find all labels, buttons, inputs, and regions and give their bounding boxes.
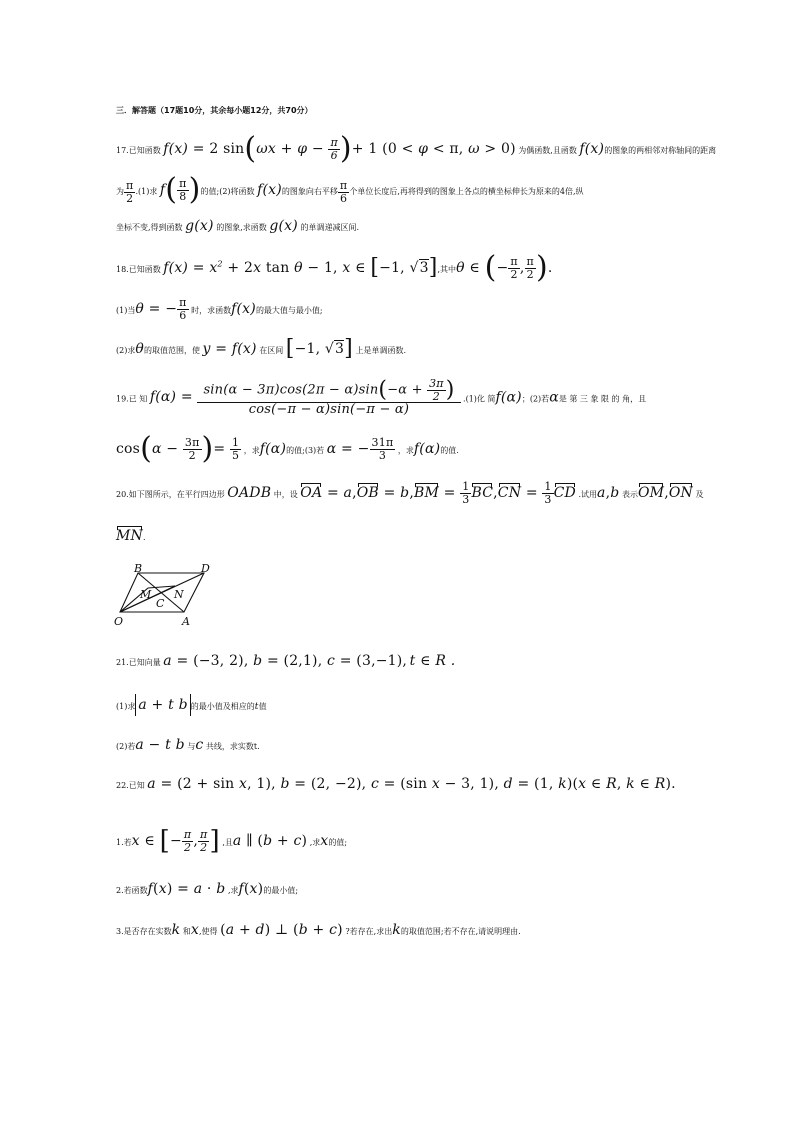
q19-line-1: 19.已 知 f(α) = sin(α − 3π)cos(2π − α)sin(−α + $\frac{3\pi}{2}$ ) cos(−π − α)sin(−π − α) .(1)化 简f(α)；(2)若α是 第 三 象 限 的 角，且 [116, 377, 647, 418]
q17-line-3: 坐标不变,得到函数 g(x) 的图象,求函数 g(x) 的单调递减区间. [116, 218, 360, 234]
q21-part-2: (2)若a − t b 与c 共线，求实数t. [116, 737, 260, 753]
parallelogram-figure [112, 562, 216, 630]
q22-sub-1: 1.若x ∈ [− $\frac{\pi}{2}$ , $\frac{\pi}{2}$ ] ,且a ∥ (b + c) ,求x的值; [116, 826, 348, 856]
label-c: C [156, 597, 165, 610]
q17-line-2: 为 $\frac{\pi}{2}$ .(1)求 f( $\frac{\pi}{8}$ )的值;(2)将函数 f(x)的图象向右平移 $\frac{\pi}{6}$ 个单位长度后,再将得到的图象上各点的横坐标伸长为原来的4倍,纵 [116, 172, 584, 207]
q18-part-1: (1)当θ = − $\frac{\pi}{6}$ 时，求函数f(x)的最大值与最小值; [116, 296, 323, 322]
q20-line-2: MN. [116, 528, 146, 544]
q22-formula: a = (2 + sin x, 1), b = (2, −2), c = (sin x − 3, 1), d = (1, k)(x ∈ R, k ∈ R). [147, 776, 676, 792]
label-b: B [134, 562, 143, 575]
label-o: O [114, 615, 124, 628]
section-heading: 三．解答题（17题10分，其余每小题12分，共70分） [116, 106, 313, 115]
q21-number: 21. [116, 658, 129, 667]
q19-formula: f(α) = sin(α − 3π)cos(2π − α)sin(−α + $\frac{3\pi}{2}$ ) cos(−π − α)sin(−π − α) [150, 389, 461, 405]
q19-number: 19. [116, 394, 129, 404]
q20-line-1: 20.如下图所示，在平行四边形 OADB 中，设 OA = a,OB = b,BM = $\frac{1}{3}$ BC,CN = $\frac{1}{3}$ CD .试用a,b 表示OM,ON 及 [116, 480, 704, 506]
q18-formula: $f(x) = x^2 + 2x$ tan θ − 1, x ∈ [−1, √3] [163, 255, 438, 280]
label-n: N [174, 588, 184, 601]
q17-number: 17. [116, 146, 129, 155]
q22-sub-3: 3.是否存在实数k 和x,使得 (a + d) ⊥ (b + c) ?若存在,求出k的取值范围;若不存在,请说明理由. [116, 922, 521, 938]
q20-formula: OA = a,OB = b,BM = $\frac{1}{3}$ BC,CN = $\frac{1}{3}$ CD [300, 480, 576, 506]
q21-formula: a = (−3, 2), b = (2,1), c = (3,−1), [163, 653, 408, 669]
q18-part-2: (2)求θ的取值范围，使 y = f(x) 在区间 [−1, √3] 上是单调函数. [116, 336, 407, 361]
q17-formula: f(x) = 2 sin(ωx + φ − $\frac{\pi}{6}$ )+ 1 (0 < φ < π, ω > 0) [163, 131, 516, 166]
label-d: D [201, 562, 210, 575]
q19-line-2: cos(α − $\frac{3\pi}{2}$ )= $\frac{1}{5}$ ，求f(α)的值;(3)若 α = − $\frac{31\pi}{3}$ ，求f(α)的值. [116, 431, 459, 466]
q22-line-1: 22.已知 a = (2 + sin x, 1), b = (2, −2), c = (sin x − 3, 1), d = (1, k)(x ∈ R, k ∈ R). [116, 776, 676, 792]
q18-line-1: 18.已知函数 $f(x) = x^2 + 2x$ tan θ − 1, x ∈ [−1, √3],其中θ ∈ (− $\frac{\pi}{2}$ , $\frac{\pi}{2}$ ). [116, 250, 553, 285]
label-a: A [182, 615, 190, 628]
q21-line-1: 21.已知向量 a = (−3, 2), b = (2,1), c = (3,−1), t ∈ R . [116, 653, 456, 669]
label-m: M [140, 588, 152, 601]
q22-sub-2: 2.若函数f(x) = a · b ,求f(x)的最小值; [116, 881, 299, 897]
q17-line-1: 17.已知函数 f(x) = 2 sin(ωx + φ − $\frac{\pi}{6}$ )+ 1 (0 < φ < π, ω > 0) 为偶函数,且函数 f(x)的图象的两相邻对称轴间的距离 [116, 131, 717, 166]
q22-number: 22. [116, 781, 129, 790]
q21-part-1: (1)求 a + t b 的最小值及相应的t值 [116, 694, 267, 716]
q18-number: 18. [116, 265, 129, 274]
q20-number: 20. [116, 490, 129, 500]
